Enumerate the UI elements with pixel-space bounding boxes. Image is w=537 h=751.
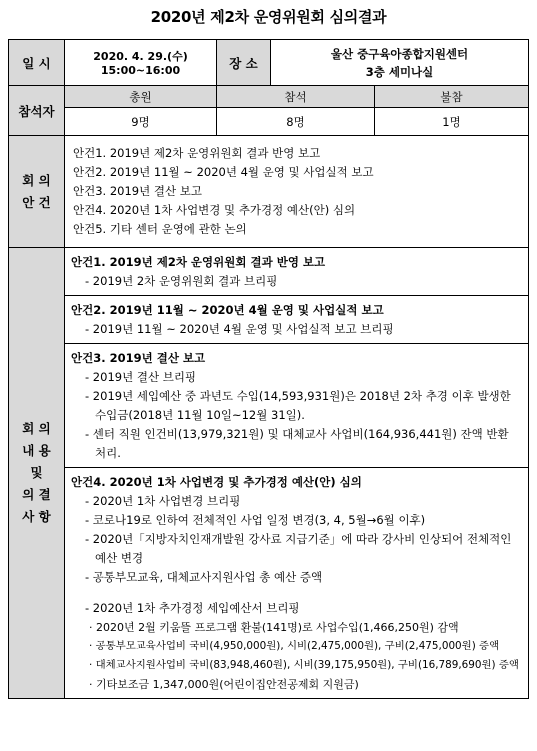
minutes-row [9, 248, 529, 699]
document-title: 2020년 제2차 운영위원회 심의결과 [150, 8, 387, 26]
results-table [8, 39, 529, 699]
section-3-line-3: - 센터 직원 인건비(13,979,321원) 및 대체교사 사업비(164,936,441원) 잔액 반환 처리. [85, 427, 509, 460]
attendance-value-row [9, 108, 529, 136]
attendance-label: 참석자 [9, 86, 65, 136]
agenda-item-1: 안건1. 2019년 제2차 운영위원회 결과 반영 보고 [73, 146, 321, 160]
agenda-item-2: 안건2. 2019년 11월 ~ 2020년 4월 운영 및 사업실적 보고 [73, 165, 374, 179]
section-4-line-5: - 2020년 1차 추가경정 세입예산서 브리핑 [85, 601, 300, 615]
minutes-label-line-5: 사 항 [22, 509, 51, 524]
minutes-content [65, 248, 529, 699]
date-place-row [9, 40, 529, 86]
place-value [271, 40, 529, 86]
date-value: 2020. 4. 29.(수) 15:00~16:00 [65, 40, 217, 86]
minutes-label [9, 248, 65, 699]
attendance-header-present: 참석 [217, 86, 375, 108]
section-4-line-2: - 코로나19로 인하여 전체적인 사업 일정 변경(3, 4, 5월→6월 이후) [85, 513, 426, 527]
date-label: 일 시 [9, 40, 65, 86]
section-4-sub-line-3: · 대체교사지원사업비 국비(83,948,460원), 시비(39,175,950원), 구비(16,789,690원) 증액 [89, 659, 519, 671]
agenda-label-line-2: 안 건 [22, 194, 51, 210]
agenda-label [9, 136, 65, 248]
agenda-item-3: 안건3. 2019년 결산 보고 [73, 184, 202, 198]
agenda-row [9, 136, 529, 248]
minutes-section-4 [65, 468, 528, 698]
agenda-item-4: 안건4. 2020년 1차 사업변경 및 추가경정 예산(안) 심의 [73, 203, 356, 217]
section-4-sub-line-2: · 공통부모교육사업비 국비(4,950,000원), 시비(2,475,000원), 구비(2,475,000원) 증액 [89, 640, 500, 652]
section-4-line-1: - 2020년 1차 사업변경 브리핑 [85, 494, 241, 508]
place-line-2: 3층 세미나실 [365, 64, 434, 79]
section-4-title: 안건4. 2020년 1차 사업변경 및 추가경정 예산(안) 심의 [71, 475, 362, 489]
place-label: 장 소 [217, 40, 271, 86]
attendance-absent: 1명 [375, 108, 529, 136]
section-4-spacer [71, 587, 522, 599]
section-2-title: 안건2. 2019년 11월 ~ 2020년 4월 운영 및 사업실적 보고 [71, 303, 384, 317]
attendance-total: 9명 [65, 108, 217, 136]
attendance-header-row [9, 86, 529, 108]
section-3-line-1: - 2019년 결산 브리핑 [85, 370, 197, 384]
minutes-section-1 [65, 248, 528, 296]
minutes-label-line-1: 회 의 [22, 421, 51, 436]
minutes-section-3 [65, 344, 528, 468]
agenda-list [65, 136, 529, 248]
section-4-line-4: - 공통부모교육, 대체교사지원사업 총 예산 증액 [85, 570, 323, 584]
section-4-sub-line-4: · 기타보조금 1,347,000원(어린이집안전공제회 지원금) [89, 678, 359, 691]
section-1-line-1: - 2019년 2차 운영위원회 결과 브리핑 [85, 274, 278, 288]
section-3-title: 안건3. 2019년 결산 보고 [71, 351, 206, 365]
section-4-sub-line-1: · 2020년 2월 키움뜰 프로그램 환불(141명)로 사업수입(1,466,250원) 감액 [89, 621, 459, 634]
attendance-header-absent: 불참 [375, 86, 529, 108]
section-1-title: 안건1. 2019년 제2차 운영위원회 결과 반영 보고 [71, 255, 326, 269]
section-2-line-1: - 2019년 11월 ~ 2020년 4월 운영 및 사업실적 보고 브리핑 [85, 322, 394, 336]
attendance-present: 8명 [217, 108, 375, 136]
section-3-line-2: - 2019년 세입예산 중 과년도 수입(14,593,931원)은 2018년 2차 추경 이후 발생한 수입금(2018년 11월 10일~12월 31일). [85, 389, 511, 422]
minutes-label-line-2: 내 용 [22, 443, 51, 458]
section-4-line-3: - 2020년「지방자치인재개발원 강사료 지급기준」에 따라 강사비 인상되어 전체적인 예산 변경 [85, 532, 512, 565]
place-line-1: 울산 중구육아종합지원센터 [330, 46, 469, 61]
attendance-header-total: 총원 [65, 86, 217, 108]
minutes-section-2 [65, 296, 528, 344]
minutes-label-line-4: 의 결 [22, 487, 51, 502]
agenda-item-5: 안건5. 기타 센터 운영에 관한 논의 [73, 222, 247, 236]
minutes-label-line-3: 및 [30, 465, 43, 480]
agenda-label-line-1: 회 의 [22, 172, 51, 188]
